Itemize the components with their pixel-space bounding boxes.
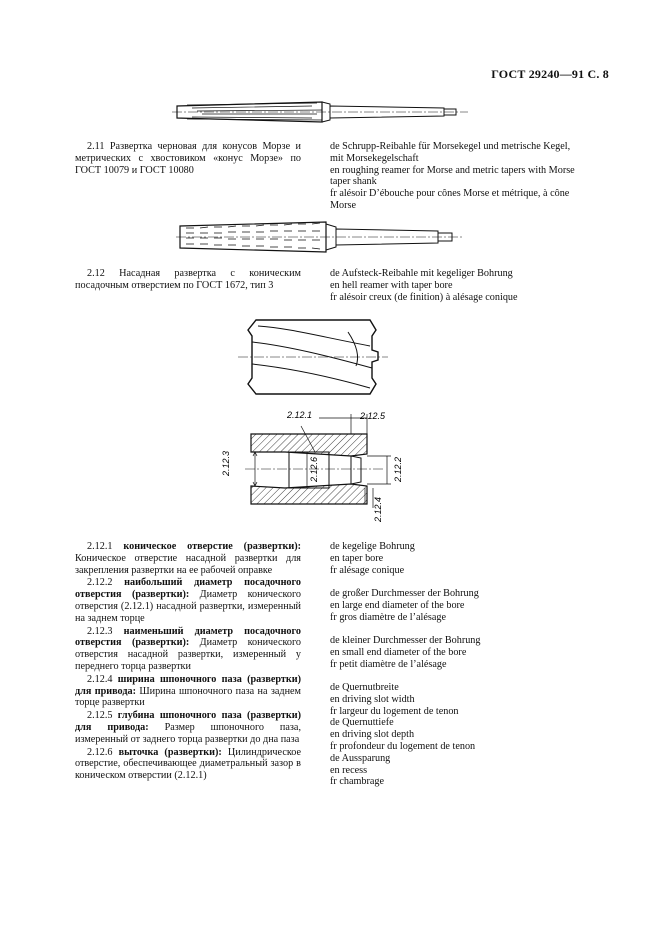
dim-label-2-12-6: 2.12.6 <box>309 456 319 482</box>
dim-label-2-12-3: 2.12.3 <box>221 450 231 476</box>
term-definition: Диаметр конического отверстия насадной развертки, измеренный у переднего торца развертки <box>75 637 302 672</box>
entry-2-12-fr: fr alésoir creux (de finition) à alésage conique <box>330 291 518 303</box>
dim-label-2-12-2: 2.12.2 <box>393 456 403 482</box>
term-fr: fr alésage conique <box>330 564 405 576</box>
entry-2-11-ru: 2.11 Развертка черновая для конусов Морзе и метрических с хвостовиком «конус Морзе» по ГОСТ 10079 и ГОСТ 10080 <box>75 141 301 176</box>
reamer-chipbreaker-drawing <box>176 218 466 258</box>
term-2-12-4-translations <box>330 682 584 717</box>
term-en: en large end diameter of the bore <box>330 599 465 611</box>
entry-2-11-en: en roughing reamer for Morse and metric tapers with Morse taper shank <box>330 164 575 188</box>
term-fr: fr largeur du logement de tenon <box>330 705 459 717</box>
term-name: выточка (развертки): <box>118 746 222 758</box>
term-definition: Размер шпоночного паза, измеренный от заднего торца развертки до дна паза <box>75 721 302 745</box>
dim-label-2-12-1: 2.12.1 <box>287 410 313 420</box>
term-number: 2.12.1 <box>87 541 113 552</box>
term-name: ширина шпоночного паза (развертки) для привода: <box>75 673 302 697</box>
term-2-12-2-ru <box>75 577 301 624</box>
term-en: en driving slot depth <box>330 729 415 741</box>
term-fr: fr profondeur du logement de tenon <box>330 740 476 752</box>
term-number: 2.12.6 <box>87 746 113 758</box>
term-name: глубина шпоночного паза (развертки) для привода: <box>75 710 301 733</box>
dim-label-2-12-5: 2.12.5 <box>360 411 386 421</box>
term-definition: Ширина шпоночного паза на заднем торце развертки <box>75 685 301 709</box>
entry-2-11-fr: fr alésoir D’ébouche pour cônes Morse et métrique, à cône Morse <box>330 188 570 211</box>
term-definition: Цилиндрическое отверстие, обеспечивающее диаметральный зазор в коническом отверстии (2.12.1) <box>75 746 302 782</box>
dim-label-2-12-4: 2.12.4 <box>373 496 383 522</box>
terms-translation-column <box>330 541 584 788</box>
entry-2-11-translations <box>330 141 584 212</box>
term-name: коническое отверстие (развертки): <box>123 541 302 552</box>
term-2-12-1-ru <box>75 541 301 576</box>
term-fr: fr gros diamètre de l’alésage <box>330 611 446 623</box>
term-de: de Quernutbreite <box>330 682 399 693</box>
term-2-12-4-ru <box>75 674 301 709</box>
term-de: de kegelige Bohrung <box>330 541 415 552</box>
term-fr: fr chambrage <box>330 776 385 788</box>
term-en: en taper bore <box>330 552 384 564</box>
term-en: en driving slot width <box>330 693 415 705</box>
entry-2-12-translations <box>330 268 584 303</box>
term-2-12-6-ru <box>75 747 301 782</box>
terms-russian-column <box>75 541 301 782</box>
term-fr: fr petit diamètre de l’alésage <box>330 658 447 670</box>
term-2-12-3-ru <box>75 626 301 673</box>
term-de: de Aussparung <box>330 752 391 764</box>
term-2-12-6-translations <box>330 753 584 788</box>
term-2-12-5-ru <box>75 710 301 745</box>
page-header: ГОСТ 29240—91 С. 8 <box>491 67 609 81</box>
term-number: 2.12.5 <box>87 710 113 722</box>
entry-2-11-de: de Schrupp-Reibahle für Morsekegel und metrische Kegel, mit Morsekegelschaft <box>330 141 571 164</box>
term-de: de Quernuttiefe <box>330 717 394 729</box>
entry-2-12-ru: 2.12 Насадная развертка с коническим посадочным отверстием по ГОСТ 1672, тип 3 <box>75 268 301 291</box>
term-2-12-5-translations <box>330 717 584 752</box>
term-definition: Диаметр конического отверстия (2.12.1) насадной развертки, измеренный на заднем торце <box>75 589 302 624</box>
term-en: en small end diameter of the bore <box>330 646 467 658</box>
term-definition: Коническое отверстие насадной развертки для закрепления развертки на ее рабочей оправке <box>75 552 301 576</box>
term-de: de großer Durchmesser der Bohrung <box>330 588 479 599</box>
term-2-12-3-translations <box>330 635 584 682</box>
entry-2-12-de: de Aufsteck-Reibahle mit kegeliger Bohrung <box>330 268 513 279</box>
term-2-12-2-translations <box>330 588 584 635</box>
term-number: 2.12.4 <box>87 673 113 685</box>
shell-reamer-side-view <box>238 316 388 398</box>
shell-reamer-section <box>215 404 415 524</box>
term-2-12-1-translations <box>330 541 584 588</box>
term-name: наименьший диаметр посадочного отверстия (развертки): <box>75 625 301 649</box>
term-name: наибольший диаметр посадочного отверстия (развертки): <box>75 577 301 601</box>
term-number: 2.12.3 <box>87 625 113 637</box>
term-en: en recess <box>330 764 368 776</box>
term-number: 2.12.2 <box>87 577 113 589</box>
entry-2-12-en: en hell reamer with taper bore <box>330 279 453 291</box>
roughing-reamer-drawing <box>172 96 472 128</box>
term-de: de kleiner Durchmesser der Bohrung <box>330 635 481 646</box>
